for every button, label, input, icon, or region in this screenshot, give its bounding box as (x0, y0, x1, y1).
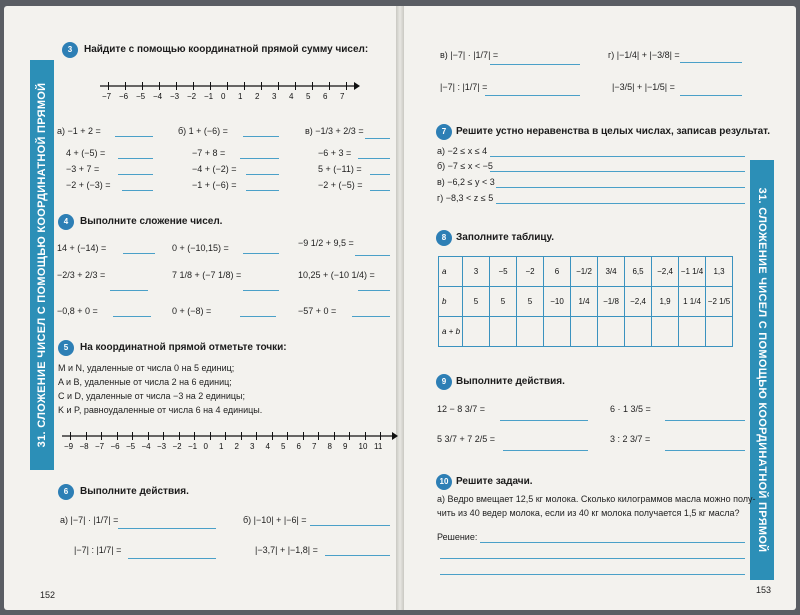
task-10-number: 10 (436, 474, 452, 490)
axis-label: 10 (358, 442, 368, 451)
table-cell: −10 (544, 287, 571, 317)
table-cell[interactable] (679, 317, 706, 347)
axis-tick (142, 82, 143, 90)
axis-label: 6 (296, 442, 301, 451)
axis-tick (365, 432, 366, 440)
axis-tick (329, 82, 330, 90)
axis-label: −2 (187, 92, 197, 101)
axis-label: 4 (289, 92, 294, 101)
book-gutter (396, 6, 404, 610)
task-3c-expr4: −2 + (−5) = (318, 180, 363, 190)
axis-label: 7 (312, 442, 317, 451)
task-8-title: Заполните таблицу. (456, 232, 554, 243)
axis-tick (346, 82, 347, 90)
axis-tick (210, 82, 211, 90)
axis-label: 8 (327, 442, 332, 451)
fill-table (438, 256, 733, 347)
task-7-line: в) −6,2 ≤ y < 3 (437, 177, 495, 187)
left-band-text: 31. СЛОЖЕНИЕ ЧИСЕЛ С ПОМОЩЬЮ КООРДИНАТНОЙ ПРЯМОЙ (36, 82, 48, 448)
answer-blank[interactable] (490, 64, 580, 65)
axis-tick (287, 432, 288, 440)
top-expr: |−3/5| + |−1/5| = (612, 82, 675, 92)
axis-tick (159, 82, 160, 90)
axis-tick (225, 432, 226, 440)
answer-blank[interactable] (118, 174, 153, 175)
axis-tick (132, 432, 133, 440)
axis-tick (272, 432, 273, 440)
axis-label: −3 (157, 442, 167, 451)
table-cell[interactable] (517, 317, 544, 347)
task-6-title: Выполните действия. (80, 486, 189, 497)
task-5-number: 5 (58, 340, 74, 356)
task-3b-expr2: −7 + 8 = (192, 148, 226, 158)
task-4-expr: −9 1/2 + 9,5 = (298, 238, 354, 248)
task-10-text: а) Ведро вмещает 12,5 кг молока. Сколько килограммов масла можно полу- (437, 494, 756, 504)
axis-tick (108, 82, 109, 90)
axis-label: −2 (172, 442, 182, 451)
page-number-right: 153 (756, 585, 772, 595)
top-expr: в) |−7| · |1/7| = (440, 50, 499, 60)
task-4-expr: −57 + 0 = (298, 306, 337, 316)
axis-label: −9 (64, 442, 74, 451)
axis-tick (193, 82, 194, 90)
answer-blank[interactable] (490, 156, 745, 157)
axis-tick (261, 82, 262, 90)
axis-tick (194, 432, 195, 440)
table-cell: 3/4 (598, 257, 625, 287)
axis-label: −8 (79, 442, 89, 451)
task-3b-expr3: −4 + (−2) = (192, 164, 237, 174)
answer-blank[interactable] (480, 542, 745, 543)
answer-blank[interactable] (243, 290, 279, 291)
answer-blank[interactable] (358, 290, 390, 291)
task-6-expr: |−7| : |1/7| = (74, 545, 122, 555)
task-3c-expr3: 5 + (−11) = (318, 164, 362, 174)
table-cell: 1/4 (571, 287, 598, 317)
axis-tick (303, 432, 304, 440)
task-4-expr: −0,8 + 0 = (57, 306, 98, 316)
axis-label: 0 (203, 442, 208, 451)
axis-label: 11 (374, 442, 383, 451)
table-cell: 3 (463, 257, 490, 287)
answer-blank[interactable] (440, 574, 745, 575)
axis-tick (244, 82, 245, 90)
axis-label: −4 (141, 442, 151, 451)
task-7-line: а) −2 ≤ x ≤ 4 (437, 146, 488, 156)
axis-label: 7 (340, 92, 345, 101)
solution-label: Решение: (437, 532, 478, 542)
task-9-expr: 12 − 8 3/7 = (437, 404, 486, 414)
axis-label: 1 (219, 442, 224, 451)
table-cell: −2,4 (652, 257, 679, 287)
axis-tick (117, 432, 118, 440)
table-cell: 6 (544, 257, 571, 287)
table-cell: 1,3 (706, 257, 733, 287)
answer-blank[interactable] (680, 62, 742, 63)
answer-blank[interactable] (370, 190, 390, 191)
axis-tick (256, 432, 257, 440)
answer-blank[interactable] (246, 190, 279, 191)
task-3a-expr2: 4 + (−5) = (66, 148, 106, 158)
task-4-expr: 0 + (−8) = (172, 306, 212, 316)
answer-blank[interactable] (496, 203, 745, 204)
task-9-expr: 3 : 2 3/7 = (610, 434, 651, 444)
table-cell: −2 (517, 257, 544, 287)
axis-tick (380, 432, 381, 440)
answer-blank[interactable] (240, 158, 279, 159)
answer-blank[interactable] (665, 420, 745, 421)
answer-blank[interactable] (355, 255, 390, 256)
axis-tick (176, 82, 177, 90)
task-3-title: Найдите с помощью координатной прямой сумму чисел: (84, 44, 369, 55)
answer-blank[interactable] (243, 253, 279, 254)
axis-label: −1 (188, 442, 198, 451)
task-6-number: 6 (58, 484, 74, 500)
axis-tick (295, 82, 296, 90)
answer-blank[interactable] (123, 253, 155, 254)
answer-blank[interactable] (365, 138, 390, 139)
answer-blank[interactable] (370, 174, 390, 175)
axis-label: −7 (95, 442, 105, 451)
table-cell[interactable] (625, 317, 652, 347)
answer-blank[interactable] (440, 558, 745, 559)
table-row-header: b (439, 287, 463, 317)
task-9-expr: 6 · 1 3/5 = (610, 404, 651, 414)
axis-label: 4 (265, 442, 270, 451)
answer-blank[interactable] (110, 290, 148, 291)
task-3b-expr: б) 1 + (−6) = (178, 126, 228, 136)
task-4-expr: 10,25 + (−10 1/4) = (298, 270, 375, 280)
task-3a-expr3: −3 + 7 = (66, 164, 100, 174)
task-8-number: 8 (436, 230, 452, 246)
table-cell[interactable] (652, 317, 679, 347)
task-3a-expr: а) −1 + 2 = (57, 126, 101, 136)
axis-tick (125, 82, 126, 90)
task-4-title: Выполните сложение чисел. (80, 216, 223, 227)
answer-blank[interactable] (352, 316, 390, 317)
right-side-band (750, 160, 774, 580)
task-4-number: 4 (58, 214, 74, 230)
task-10-text: чить из 40 ведер молока, если из 40 кг молока получается 1,5 кг масла? (437, 508, 740, 518)
table-cell: 1 1/4 (679, 287, 706, 317)
task-5-title: На координатной прямой отметьте точки: (80, 342, 287, 353)
table-cell: −2,4 (625, 287, 652, 317)
task-3-number: 3 (62, 42, 78, 58)
table-cell: 5 (463, 287, 490, 317)
axis-tick (86, 432, 87, 440)
answer-blank[interactable] (358, 158, 390, 159)
axis-tick (241, 432, 242, 440)
table-row-header: a (439, 257, 463, 287)
axis-label: 3 (250, 442, 255, 451)
answer-blank[interactable] (490, 171, 745, 172)
task-6-expr: а) |−7| · |1/7| = (60, 515, 119, 525)
answer-blank[interactable] (118, 528, 216, 529)
answer-blank[interactable] (503, 450, 588, 451)
axis-label: 1 (238, 92, 243, 101)
table-cell: −1/2 (571, 257, 598, 287)
axis-label: 2 (255, 92, 260, 101)
axis-label: −3 (170, 92, 180, 101)
task-6-expr: б) |−10| + |−6| = (243, 515, 307, 525)
task-5-line: A и B, удаленные от числа 2 на 6 единиц; (58, 377, 232, 387)
table-cell: 1,9 (652, 287, 679, 317)
table-row-header: a + b (439, 317, 463, 347)
task-9-title: Выполните действия. (456, 376, 565, 387)
axis-label: 2 (234, 442, 239, 451)
axis-tick (318, 432, 319, 440)
axis-tick (179, 432, 180, 440)
answer-blank[interactable] (243, 136, 279, 137)
table-cell: 5 (490, 287, 517, 317)
task-4-expr: 0 + (−10,15) = (172, 243, 229, 253)
task-9-expr: 5 3/7 + 7 2/5 = (437, 434, 496, 444)
table-cell[interactable] (598, 317, 625, 347)
task-7-line: г) −8,3 < z ≤ 5 (437, 193, 494, 203)
left-side-band (30, 60, 54, 470)
task-7-line: б) −7 ≤ x < −5 (437, 161, 493, 171)
answer-blank[interactable] (310, 525, 390, 526)
task-7-number: 7 (436, 124, 452, 140)
task-9-number: 9 (436, 374, 452, 390)
task-3c-expr: в) −1/3 + 2/3 = (305, 126, 364, 136)
answer-blank[interactable] (665, 450, 745, 451)
axis-label: 5 (306, 92, 311, 101)
answer-blank[interactable] (496, 187, 745, 188)
answer-blank[interactable] (118, 158, 153, 159)
table-cell[interactable] (463, 317, 490, 347)
task-3c-expr2: −6 + 3 = (318, 148, 352, 158)
answer-blank[interactable] (128, 558, 216, 559)
axis-label: 0 (221, 92, 226, 101)
right-band-text: 31. СЛОЖЕНИЕ ЧИСЕЛ С ПОМОЩЬЮ КООРДИНАТНОЙ ПРЯМОЙ (756, 187, 768, 553)
table-cell: 5 (517, 287, 544, 317)
answer-blank[interactable] (240, 316, 276, 317)
axis-label: −6 (110, 442, 120, 451)
table-cell[interactable] (706, 317, 733, 347)
answer-blank[interactable] (500, 420, 588, 421)
task-4-expr: 14 + (−14) = (57, 243, 107, 253)
table-cell: −1/8 (598, 287, 625, 317)
task-10-title: Решите задачи. (456, 476, 533, 487)
axis-label: −5 (126, 442, 136, 451)
axis-tick (227, 82, 228, 90)
axis-tick (312, 82, 313, 90)
task-7-title: Решите устно неравенства в целых числах, записав результат. (456, 126, 770, 137)
task-6-expr: |−3,7| + |−1,8| = (255, 545, 318, 555)
task-3a-expr4: −2 + (−3) = (66, 180, 111, 190)
top-expr: г) |−1/4| + |−3/8| = (608, 50, 680, 60)
task-5-line: K и P, равноудаленные от числа 6 на 4 единицы. (58, 405, 263, 415)
answer-blank[interactable] (485, 95, 580, 96)
task-5-line: M и N, удаленные от числа 0 на 5 единиц; (58, 363, 235, 373)
task-3b-expr4: −1 + (−6) = (192, 180, 237, 190)
answer-blank[interactable] (122, 190, 153, 191)
page-number-left: 152 (40, 590, 56, 600)
axis-label: −1 (204, 92, 214, 101)
axis-label: 3 (272, 92, 277, 101)
answer-blank[interactable] (113, 316, 151, 317)
answer-blank[interactable] (325, 555, 390, 556)
axis-tick (101, 432, 102, 440)
axis-label: 6 (323, 92, 328, 101)
table-cell[interactable] (571, 317, 598, 347)
answer-blank[interactable] (115, 136, 153, 137)
axis-tick (210, 432, 211, 440)
table-cell: 6,5 (625, 257, 652, 287)
table-cell: −2 1/5 (706, 287, 733, 317)
axis-label: −7 (102, 92, 112, 101)
axis-tick (148, 432, 149, 440)
table-cell[interactable] (544, 317, 571, 347)
axis-tick (349, 432, 350, 440)
axis-tick (70, 432, 71, 440)
table-cell: −5 (490, 257, 517, 287)
answer-blank[interactable] (246, 174, 279, 175)
axis-label: −6 (119, 92, 129, 101)
axis-tick (163, 432, 164, 440)
top-expr: |−7| : |1/7| = (440, 82, 488, 92)
task-4-expr: −2/3 + 2/3 = (57, 270, 106, 280)
task-5-line: C и D, удаленные от числа −3 на 2 единицы; (58, 391, 246, 401)
axis-label: 9 (343, 442, 348, 451)
table-cell[interactable] (490, 317, 517, 347)
answer-blank[interactable] (680, 95, 742, 96)
axis-label: 5 (281, 442, 286, 451)
axis-tick (334, 432, 335, 440)
axis-label: −5 (136, 92, 146, 101)
table-cell: −1 1/4 (679, 257, 706, 287)
task-4-expr: 7 1/8 + (−7 1/8) = (172, 270, 242, 280)
axis-label: −4 (153, 92, 163, 101)
axis-tick (278, 82, 279, 90)
